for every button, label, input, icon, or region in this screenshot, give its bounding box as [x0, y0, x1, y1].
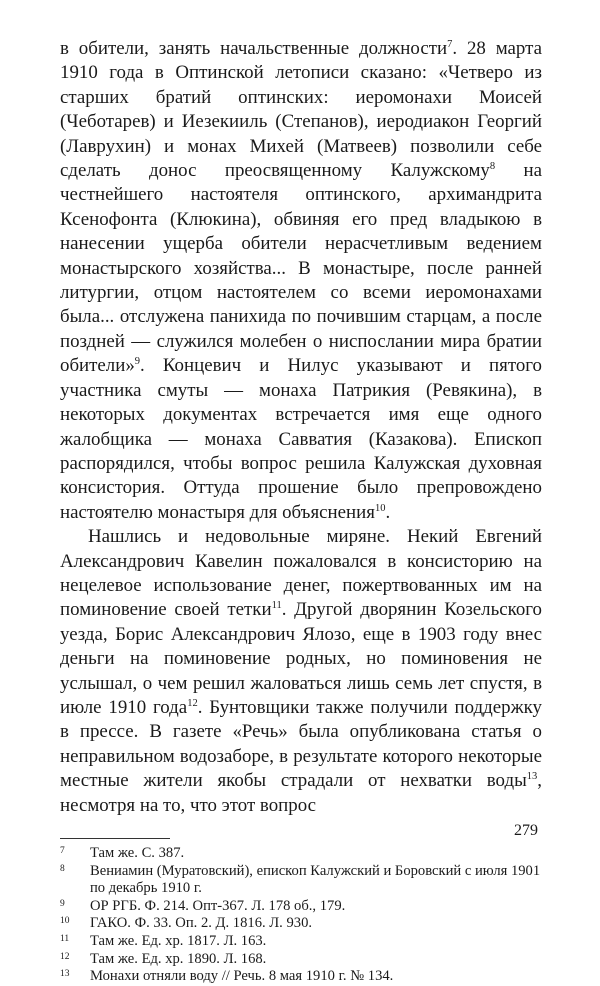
paragraph-1 — [60, 37, 542, 525]
footnotes — [60, 845, 542, 986]
text-segment: , несмотря на то, что этот вопрос — [60, 770, 542, 816]
footnote-ref-10[interactable]: 10 — [374, 502, 386, 514]
footnote-ref-8[interactable]: 8 — [489, 161, 496, 173]
footnote-text: Там же. Ед. хр. 1890. Л. 168. — [90, 950, 267, 967]
page-number: 279 — [514, 822, 538, 839]
footnote-item — [60, 898, 542, 916]
text-segment: . — [385, 501, 391, 523]
footnote-item — [60, 845, 542, 863]
footnote-ref-9[interactable]: 9 — [134, 356, 141, 368]
footnote-ref-13[interactable]: 13 — [526, 771, 538, 783]
text-segment: . Бунтовщики также получили поддержку в прессе. В газете «Речь» была опубликована статья о неправильном водозаборе, в результате которого некоторые местные жители якобы страдали от нехватки воды — [60, 696, 543, 792]
text-segment: Нашлись и недовольные миряне. Некий Евгений Александрович Кавелин пожаловался в консисторию на нецелевое использование денег, пожертвованных им на поминовение своей тетки — [60, 526, 542, 621]
footnote-item — [60, 933, 542, 951]
text-segment: . 28 марта 1910 года в Оптинской летописи сказано: «Четверо из старших братий оптинских: иеромонахи Моисей (Чеботарев) и Иезекииль (Степанов), иеродиакон Георгий (Лаврухин) и монах Михей (Матвеев) позволили себе сделать донос преосвященному Калужскому — [60, 38, 542, 182]
text-segment: в обители, занять начальственные должности — [60, 38, 448, 59]
footnote-ref-7[interactable]: 7 — [447, 39, 453, 50]
footnote-number: 9 — [60, 898, 65, 909]
footnote-text: Вениамин (Муратовский), епископ Калужский и Боровский с июля 1901 по декабрь 1910 г. — [90, 862, 541, 897]
text-segment: . Другой дворянин Козельского уезда, Борис Александрович Ялозо, еще в 1903 году внес деньги на поминовение родных, но поминовения не услышал, о чем решил жаловаться лишь семь лет спустя, в июле 1910 года — [60, 599, 542, 718]
footnote-text: Там же. С. 387. — [90, 845, 185, 861]
footnote-ref-11[interactable]: 11 — [271, 600, 282, 612]
text-segment: на честнейшего настоятеля оптинского, архимандрита Ксенофонта (Клюкина), обвиняя его пред владыкою в нанесении ущерба обители нерасчетливым ведением монастырского хозяйства... В монастыре, после ранней литургии, отцом настоятелем со всеми иеромонахами была... отслужена панихида по почившим старцам, а после поздней — служился молебен о ниспослании мира братии обители» — [60, 160, 543, 377]
footnote-text: ОР РГБ. Ф. 214. Опт-367. Л. 178 об., 179. — [90, 897, 346, 914]
text-segment: . Концевич и Нилус указывают и пятого участника смуты — монаха Патрикия (Ревякина), в некоторых документах встречается имя еще одного жалобщика — монаха Савватия (Казакова). Епископ распорядился, чтобы вопрос решила Калужская духовная консистория. Оттуда прошение было препровождено настоятелю монастыря для объяснения — [60, 355, 542, 523]
footnote-number: 12 — [60, 951, 70, 962]
footnote-separator — [60, 838, 170, 839]
footnote-item — [60, 863, 542, 898]
footnote-text: ГАКО. Ф. 33. Оп. 2. Д. 1816. Л. 930. — [90, 915, 313, 932]
footnote-number: 7 — [60, 846, 65, 856]
footnote-number: 8 — [60, 863, 65, 874]
footnote-item — [60, 968, 542, 986]
footnote-item — [60, 915, 542, 933]
footnote-text: Там же. Ед. хр. 1817. Л. 163. — [90, 932, 267, 949]
footnote-number: 11 — [60, 933, 70, 944]
footnote-number: 10 — [60, 916, 70, 927]
footnote-ref-12[interactable]: 12 — [187, 697, 198, 709]
footnote-number: 13 — [60, 969, 70, 980]
paragraph-2 — [60, 525, 542, 818]
footnote-item — [60, 951, 542, 969]
footnote-text: Монахи отняли воду // Речь. 8 мая 1910 г. № 134. — [90, 968, 394, 985]
book-page — [60, 37, 542, 986]
main-text — [60, 37, 542, 818]
